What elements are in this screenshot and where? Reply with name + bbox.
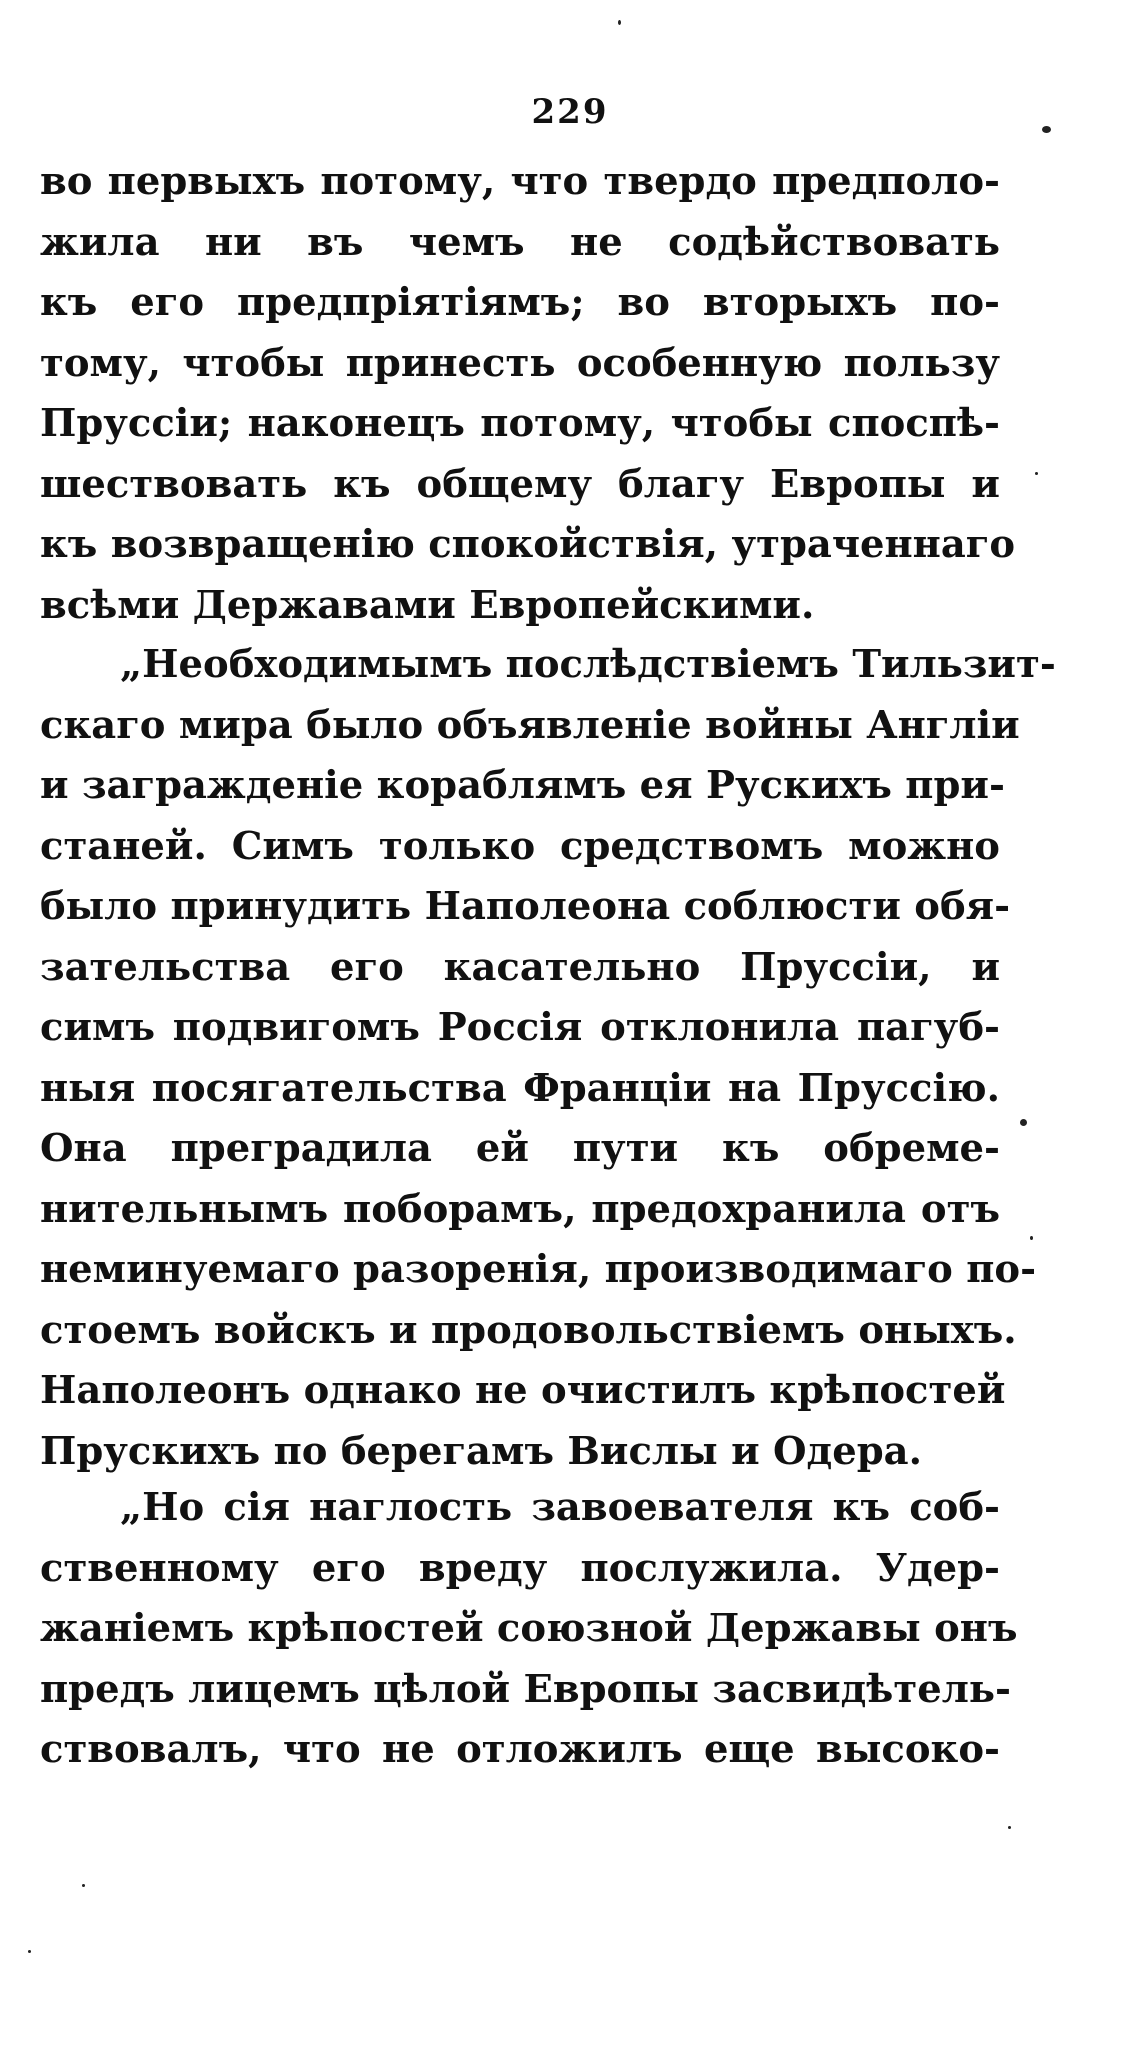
- text-line: ственному его вреду послужила. Удер-: [40, 1545, 1000, 1591]
- scan-speck: [1020, 1119, 1027, 1126]
- text-line: скаго мира было объявленіе войны Англіи: [40, 702, 1020, 748]
- text-line: „Необходимымъ послѣдствіемъ Тильзит-: [120, 642, 1056, 687]
- scan-speck: [1035, 472, 1038, 475]
- paragraph-2: [40, 635, 1056, 1482]
- text-line: къ его предпріятіямъ; во вторыхъ по-: [40, 280, 1000, 325]
- scan-speck: [618, 20, 621, 25]
- text-line: неминуемаго разоренія, производимаго по-: [40, 1247, 1037, 1292]
- text-line: „Но сія наглость завоевателя къ соб-: [120, 1485, 1000, 1530]
- text-line: стоемъ войскъ и продовольствіемъ оныхъ.: [40, 1307, 1017, 1353]
- text-line: Пруссіи; наконецъ потому, чтобы споспѣ-: [40, 401, 1000, 446]
- page-number: 229: [531, 92, 609, 132]
- text-line: жила ни въ чемъ не содѣйствовать: [40, 219, 1000, 265]
- text-line: шествовать къ общему благу Европы и: [40, 461, 1000, 507]
- text-line: ныя посягательства Франціи на Пруссію.: [40, 1065, 1000, 1111]
- text-line: Она преградила ей пути къ обреме-: [40, 1126, 1000, 1171]
- text-line: во первыхъ потому, что твердо предполо-: [40, 159, 1000, 204]
- text-line: Прускихъ по берегамъ Вислы и Одера.: [40, 1428, 922, 1474]
- text-line: и загражденіе кораблямъ ея Рускихъ при-: [40, 763, 1005, 808]
- scan-speck: [1008, 1826, 1011, 1829]
- text-line: зательства его касательно Пруссіи, и: [40, 944, 1000, 990]
- text-line: было принудить Наполеона соблюсти обя-: [40, 884, 1011, 929]
- text-line: ствовалъ, что не отложилъ еще высоко-: [40, 1727, 1000, 1772]
- text-line: жаніемъ крѣпостей союзной Державы онъ: [40, 1606, 1018, 1651]
- paragraph-1: [40, 152, 1016, 636]
- text-line: нительнымъ поборамъ, предохранила отъ: [40, 1186, 1000, 1232]
- text-line: предъ лицемъ цѣлой Европы засвидѣтель-: [40, 1666, 1011, 1712]
- scan-speck: [28, 1950, 31, 1953]
- paragraph-3: [40, 1478, 1018, 1781]
- scan-speck: [1030, 1236, 1033, 1240]
- text-line: Наполеонъ однако не очистилъ крѣпостей: [40, 1368, 1006, 1413]
- scan-speck: [82, 1884, 85, 1887]
- text-line: всѣми Державами Европейскими.: [40, 582, 815, 628]
- text-line: станей. Симъ только средствомъ можно: [40, 823, 1000, 869]
- text-line: къ возвращенію спокойствія, утраченнаго: [40, 522, 1016, 567]
- scan-speck: [1042, 126, 1051, 133]
- text-line: симъ подвигомъ Россія отклонила пагуб-: [40, 1005, 1000, 1050]
- text-line: тому, чтобы принесть особенную пользу: [40, 340, 1000, 386]
